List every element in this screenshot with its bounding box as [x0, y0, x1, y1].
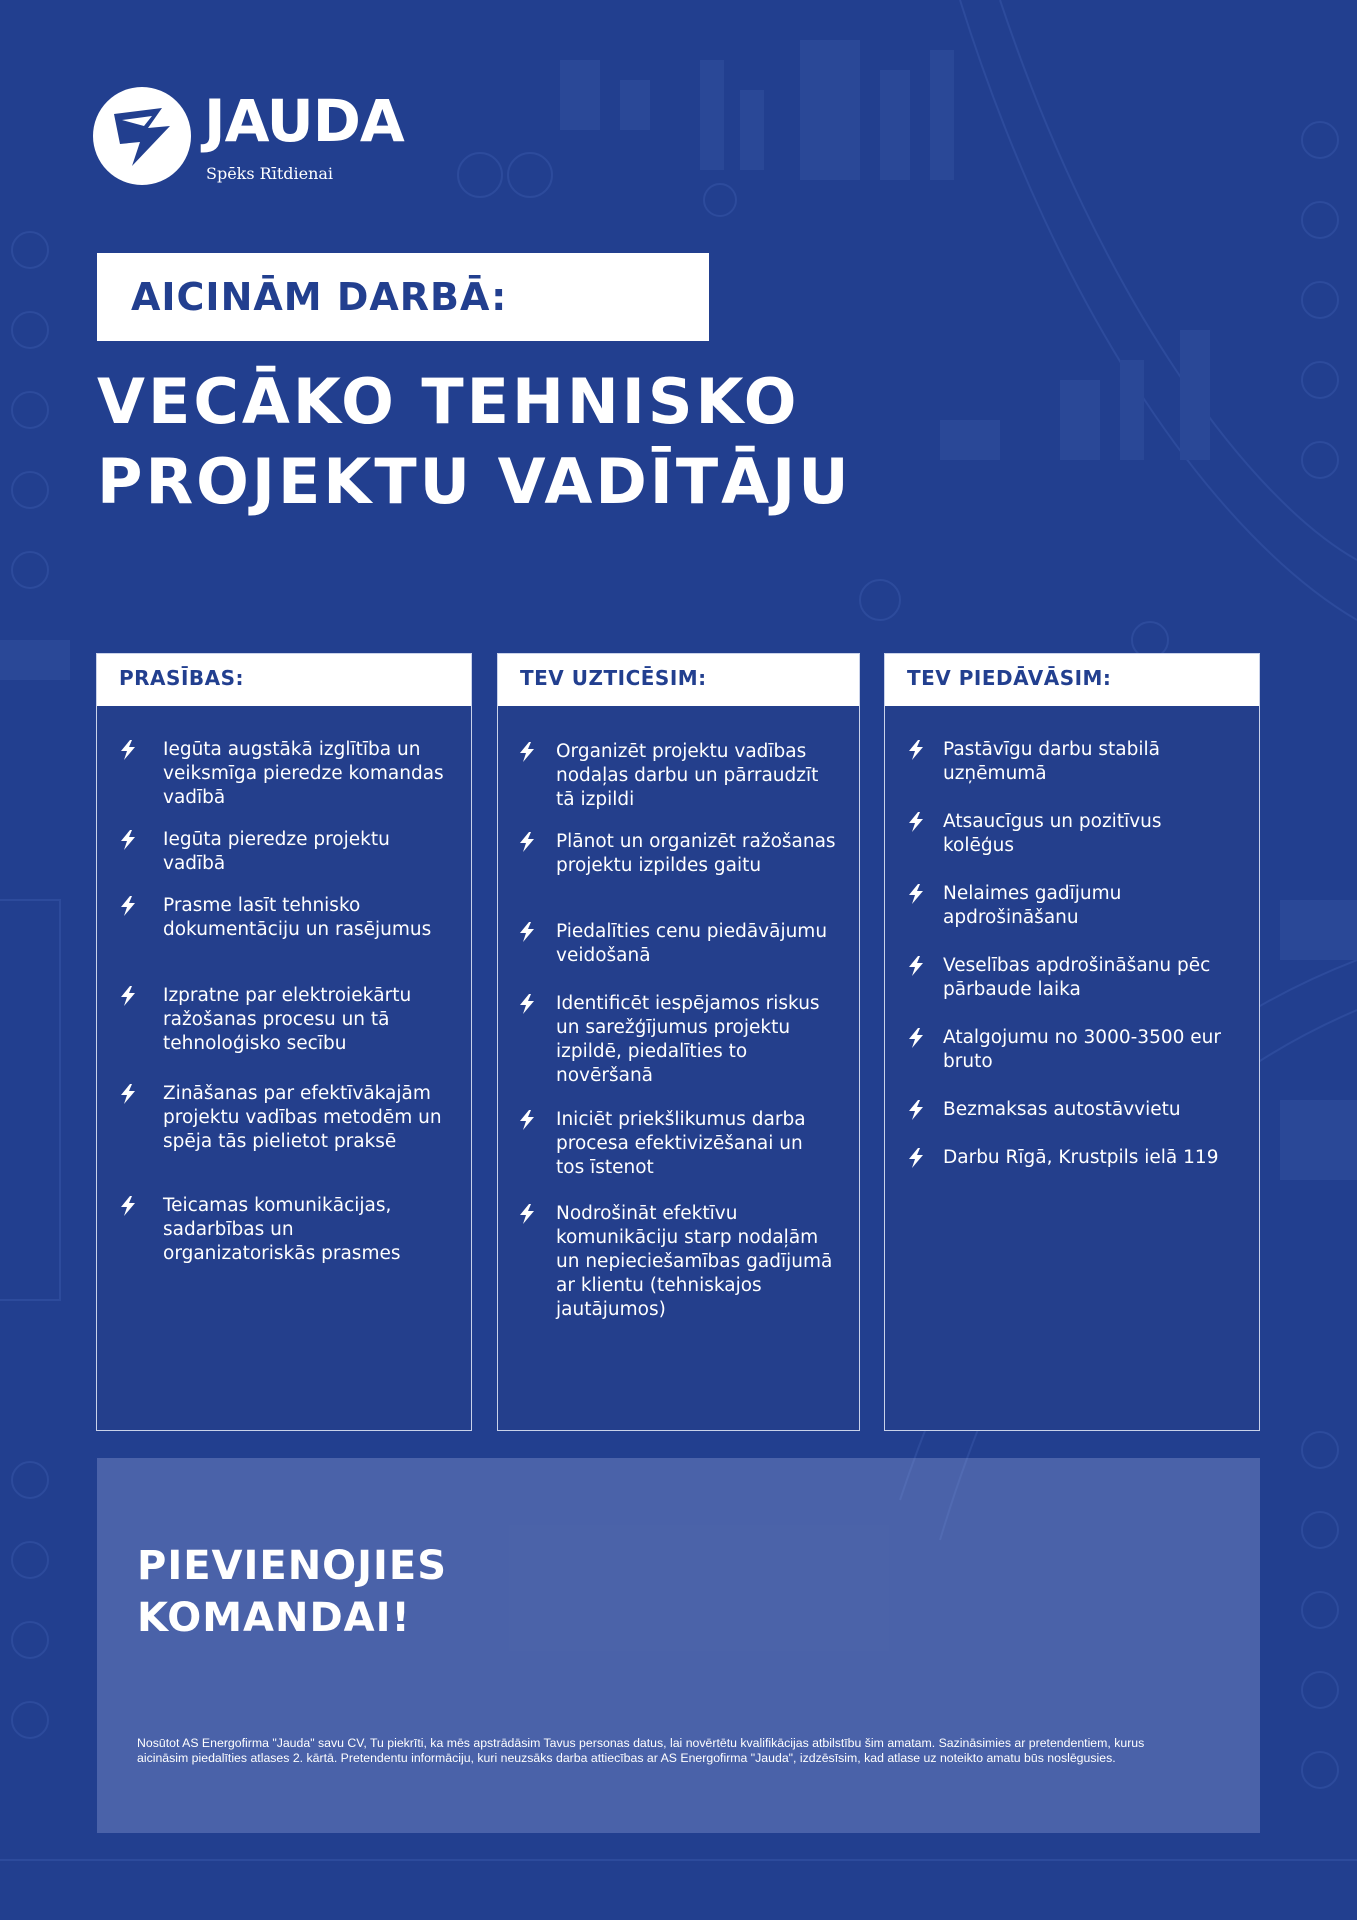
- list-item: Prasme lasīt tehnisko dokumentāciju un rasējumus: [119, 894, 444, 942]
- list-item: Atsaucīgus un pozitīvus kolēģus: [907, 810, 1237, 858]
- lightning-bolt-icon: [907, 884, 925, 904]
- lightning-bolt-icon: [907, 1148, 925, 1168]
- lightning-bolt-icon: [907, 1028, 925, 1048]
- join-title-line-1: PIEVIENOJIES: [137, 1543, 448, 1589]
- lightning-bolt-icon: [119, 1084, 137, 1104]
- lightning-bolt-icon: [907, 812, 925, 832]
- requirements-panel: [96, 653, 472, 1431]
- join-title-line-2: KOMANDAI!: [137, 1595, 411, 1641]
- lightning-bolt-icon: [119, 986, 137, 1006]
- job-title: [97, 362, 852, 522]
- lightning-bolt-icon: [119, 1196, 137, 1216]
- offer-panel: [884, 653, 1260, 1431]
- lightning-bolt-icon: [119, 896, 137, 916]
- responsibilities-panel: [497, 653, 860, 1431]
- job-title-line-2: PROJEKTU VADĪTĀJU: [97, 445, 852, 518]
- offer-title: TEV PIEDĀVĀSIM:: [907, 666, 1112, 690]
- brand-tagline: Spēks Rītdienai: [206, 164, 334, 183]
- job-title-line-1: VECĀKO TEHNISKO: [97, 365, 800, 438]
- lightning-bolt-icon: [518, 1204, 536, 1224]
- list-item: Plānot un organizēt ražošanas projektu izpildes gaitu: [518, 830, 836, 878]
- list-item: Organizēt projektu vadības nodaļas darbu un pārraudzīt tā izpildi: [518, 740, 836, 812]
- list-item: Veselības apdrošināšanu pēc pārbaude laika: [907, 954, 1237, 1002]
- lightning-bolt-icon: [518, 922, 536, 942]
- brand-name: JAUDA: [204, 87, 404, 155]
- lightning-bolt-icon: [518, 1110, 536, 1130]
- list-item: Teicamas komunikācijas, sadarbības un organizatoriskās prasmes: [119, 1194, 444, 1266]
- requirements-title: PRASĪBAS:: [119, 666, 245, 690]
- privacy-disclaimer: Nosūtot AS Energofirma "Jauda" savu CV, Tu piekrīti, ka mēs apstrādāsim Tavus personas datus, lai novērtētu kvalifikācijas atbilstību šim amatam. Sazināsimies ar pretendentiem, kurus aicināsim piedalīties atlases 2. kārtā. Pretendentu informāciju, kuri neuzsāks darba attiecības ar AS Energofirma "Jauda", izdzēsīsim, kad atlase uz noteikto amatu būs noslēgusies.: [137, 1736, 1145, 1765]
- hiring-label: AICINĀM DARBĀ:: [131, 275, 508, 319]
- list-item: Piedalīties cenu piedāvājumu veidošanā: [518, 920, 836, 968]
- join-section: [97, 1458, 1260, 1833]
- list-item: Iniciēt priekšlikumus darba procesa efektivizēšanai un tos īstenot: [518, 1108, 836, 1180]
- list-item: Pastāvīgu darbu stabilā uzņēmumā: [907, 738, 1237, 786]
- list-item: Nelaimes gadījumu apdrošināšanu: [907, 882, 1237, 930]
- responsibilities-panel-header: [498, 654, 859, 706]
- lightning-bolt-icon: [518, 742, 536, 762]
- join-title: [137, 1540, 447, 1644]
- list-item: Nodrošināt efektīvu komunikāciju starp nodaļām un nepieciešamības gadījumā ar klientu (tehniskajos jautājumos): [518, 1202, 836, 1322]
- responsibilities-title: TEV UZTICĒSIM:: [520, 666, 707, 690]
- list-item: Iegūta augstākā izglītība un veiksmīga pieredze komandas vadībā: [119, 738, 444, 810]
- hiring-label-box: [97, 253, 709, 341]
- lightning-bolt-icon: [907, 1100, 925, 1120]
- list-item: Darbu Rīgā, Krustpils ielā 119: [907, 1146, 1237, 1170]
- list-item: Identificēt iespējamos riskus un sarežģījumus projektu izpildē, piedalīties to novēršanā: [518, 992, 836, 1088]
- lightning-bolt-icon: [119, 740, 137, 760]
- lightning-bolt-icon: [518, 832, 536, 852]
- brand-logo: [92, 86, 512, 190]
- list-item: Bezmaksas autostāvvietu: [907, 1098, 1237, 1122]
- lightning-bolt-icon: [907, 956, 925, 976]
- lightning-bolt-icon: [518, 994, 536, 1014]
- list-item: Atalgojumu no 3000-3500 eur bruto: [907, 1026, 1237, 1074]
- list-item: Zināšanas par efektīvākajām projektu vadības metodēm un spēja tās pielietot praksē: [119, 1082, 444, 1154]
- lightning-bolt-icon: [119, 830, 137, 850]
- lightning-bolt-icon: [907, 740, 925, 760]
- offer-panel-header: [885, 654, 1259, 706]
- list-item: Izpratne par elektroiekārtu ražošanas procesu un tā tehnoloģisko secību: [119, 984, 444, 1056]
- jauda-logo-mark-icon: [92, 86, 192, 186]
- list-item: Iegūta pieredze projektu vadībā: [119, 828, 444, 876]
- requirements-panel-header: [97, 654, 471, 706]
